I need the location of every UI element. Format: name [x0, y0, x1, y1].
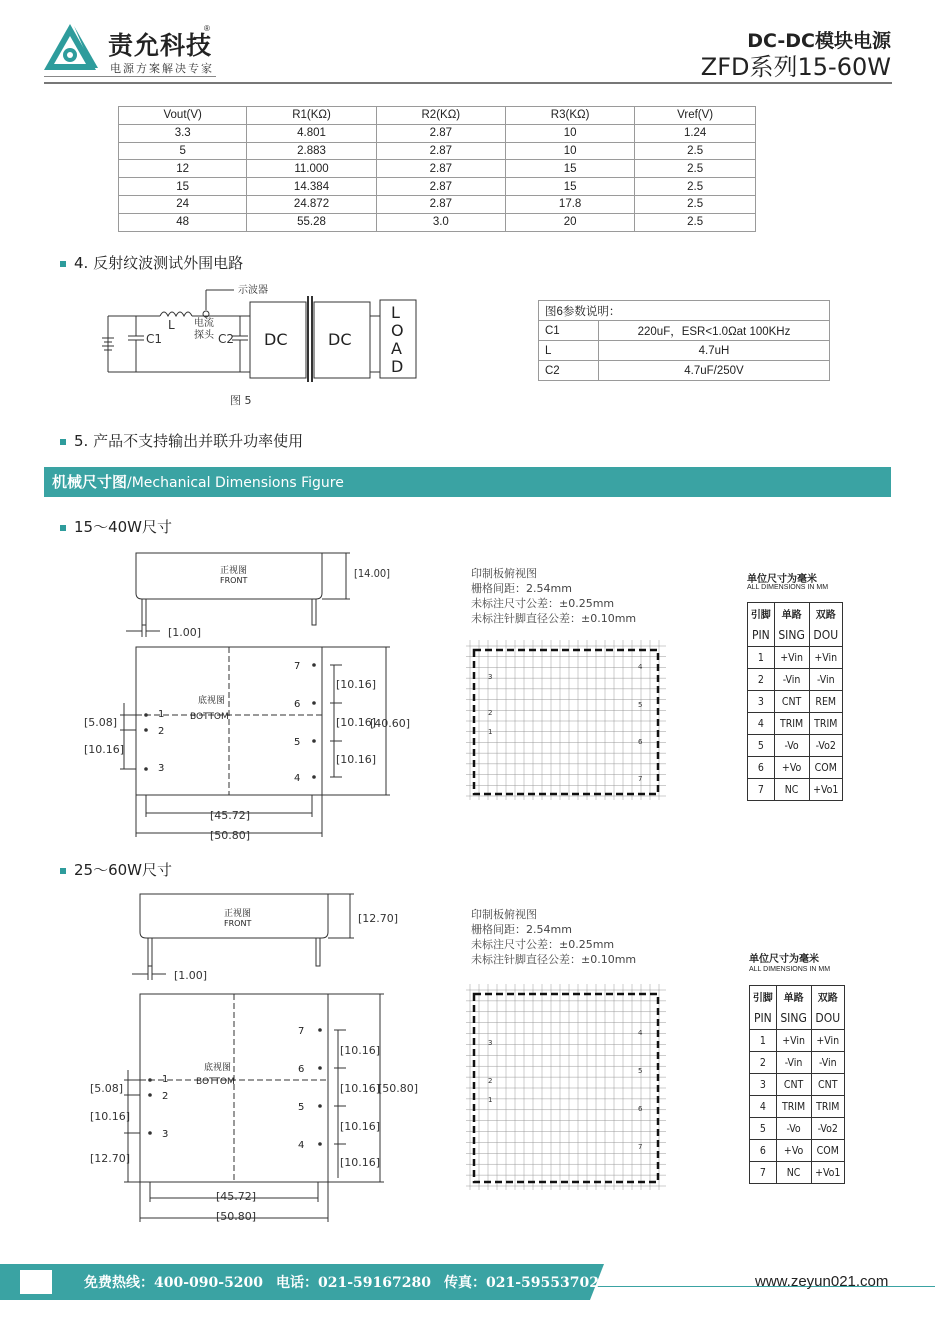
- dim-d2: [10.16]: [90, 1110, 131, 1123]
- pin-header-en: [748, 625, 843, 647]
- pin-row-cell-0: 4: [750, 1096, 777, 1118]
- figure-5-caption: 图 5: [230, 394, 252, 407]
- pcb-b-grid: 栅格间距：2.54mm: [471, 923, 572, 936]
- probe-label-2: 探头: [194, 330, 214, 341]
- pin-row-cell-2: CNT: [811, 1074, 844, 1096]
- table-cell-1: 11.000: [247, 160, 376, 178]
- circuit-param-table: [538, 300, 830, 381]
- oscilloscope-label: 示波器: [238, 285, 268, 296]
- ripple-test-circuit: [100, 282, 430, 414]
- table-cell-0: 5: [119, 142, 247, 160]
- pin-row-cell-1: CNT: [776, 1074, 811, 1096]
- table-cell-4: 2.5: [635, 142, 756, 160]
- dim-inner-width: [45.72]: [216, 1190, 257, 1203]
- pin-6-number: 6: [298, 1064, 305, 1075]
- figure-b-drawing: [84, 888, 424, 1228]
- brand-slogan: 电源方案解决专家: [110, 62, 214, 75]
- pin-row-cell-0: 1: [748, 647, 775, 669]
- doc-title-line1: DC-DC模块电源: [747, 30, 891, 52]
- footer-fax: 传真：021-59553702: [444, 1275, 599, 1291]
- pin-row: [748, 735, 843, 757]
- vout-resistor-table: [118, 106, 756, 232]
- c1-label: C1: [146, 332, 163, 346]
- pin-row-cell-1: -Vin: [774, 669, 809, 691]
- banner-cn: 机械尺寸图: [52, 473, 128, 491]
- front-view-label-en: FRONT: [224, 919, 252, 928]
- pin-row: [750, 1096, 845, 1118]
- table-cell-0: 3.3: [119, 124, 247, 142]
- dim-d1: [5.08]: [90, 1082, 124, 1095]
- pin-row-cell-0: 1: [750, 1030, 777, 1052]
- dim-height: [14.00]: [354, 567, 391, 580]
- table-row: [119, 213, 756, 231]
- pin-row-cell-1: CNT: [774, 691, 809, 713]
- table-cell-3: 15: [505, 178, 634, 196]
- pin-2-number: 2: [158, 726, 165, 737]
- pcb-a-pin-tolerance: 未标注针脚直径公差：±0.10mm: [471, 612, 637, 625]
- figure-a-title: 15～40W尺寸: [60, 516, 172, 537]
- pin-row-cell-1: +Vo: [776, 1140, 811, 1162]
- header-rule: [44, 82, 892, 84]
- pcb-a-tolerance: 未标注尺寸公差：±0.25mm: [471, 597, 615, 610]
- pin-row-cell-2: COM: [811, 1140, 844, 1162]
- pcb-a-pin-4: 4: [638, 663, 643, 671]
- dim-r2: [10.16]: [340, 1082, 381, 1095]
- pin-row-cell-2: +Vo1: [811, 1162, 844, 1184]
- pin-row-cell-2: TRIM: [811, 1096, 844, 1118]
- brand-name: 责允科技: [108, 31, 213, 60]
- pin-row: [750, 1074, 845, 1096]
- pin-6-number: 6: [294, 699, 301, 710]
- param-value-l: 4.7uH: [599, 341, 830, 361]
- pin-row-cell-0: 6: [748, 757, 775, 779]
- pin-row: [750, 1118, 845, 1140]
- pin-3-number: 3: [162, 1129, 169, 1140]
- logo-icon: [44, 22, 100, 74]
- param-value-c2: 4.7uF/250V: [599, 361, 830, 381]
- pin-row: [748, 647, 843, 669]
- pin-row-cell-1: TRIM: [776, 1096, 811, 1118]
- pcb-a-pin-3: 3: [488, 673, 493, 681]
- table-cell-0: 24: [119, 195, 247, 213]
- pin-row-cell-1: NC: [776, 1162, 811, 1184]
- pin-row: [750, 1162, 845, 1184]
- pcb-b-pin-6: 6: [638, 1105, 643, 1113]
- pcb-a-pin-1: 1: [488, 728, 493, 736]
- pin-5-number: 5: [298, 1102, 305, 1113]
- dim-d3: [12.70]: [90, 1152, 131, 1165]
- pin-row-cell-1: -Vo: [774, 735, 809, 757]
- unit-b-en: ALL DIMENSIONS IN MM: [749, 966, 831, 973]
- bottom-view-label: 底视图: [204, 1063, 232, 1073]
- load-letter-1: L: [391, 303, 400, 322]
- pin-row: [748, 713, 843, 735]
- dim-total-height: [40.60]: [370, 717, 411, 730]
- pin-row-cell-0: 5: [748, 735, 775, 757]
- pcb-b-pin-1: 1: [488, 1096, 493, 1104]
- pin-row-cell-2: TRIM: [809, 713, 842, 735]
- table-cell-0: 15: [119, 178, 247, 196]
- param-name-c2: C2: [539, 361, 599, 381]
- pin-row: [750, 1052, 845, 1074]
- unit-a-cn: 单位尺寸为毫米: [747, 574, 817, 585]
- front-view-label: 正视图: [220, 566, 248, 576]
- table-cell-1: 4.801: [247, 124, 376, 142]
- pin-row-cell-0: 2: [750, 1052, 777, 1074]
- load-letter-3: A: [391, 339, 402, 358]
- pcb-b-pin-2: 2: [488, 1077, 493, 1085]
- company-logo: [44, 22, 100, 74]
- pin-row-cell-0: 5: [750, 1118, 777, 1140]
- bottom-view-label: 底视图: [198, 696, 226, 706]
- pin-row-cell-1: +Vo: [774, 757, 809, 779]
- section-4-title: 4. 反射纹波测试外围电路: [60, 252, 243, 273]
- table-cell-2: 2.87: [376, 124, 505, 142]
- table-cell-4: 1.24: [635, 124, 756, 142]
- probe-label-1: 电流: [194, 318, 214, 329]
- pin-row-cell-1: -Vo: [776, 1118, 811, 1140]
- pin-header-cn-cell-0: 引脚: [750, 986, 777, 1008]
- dc-block-1-label: DC: [264, 330, 288, 349]
- table-cell-4: 2.5: [635, 195, 756, 213]
- table-cell-4: 2.5: [635, 213, 756, 231]
- dim-r2: [10.16]: [336, 716, 377, 729]
- pin-row-cell-2: -Vo2: [811, 1118, 844, 1140]
- table-cell-4: 2.5: [635, 160, 756, 178]
- pin-row-cell-0: 3: [750, 1074, 777, 1096]
- pin-row: [748, 757, 843, 779]
- pcb-a-pin-7: 7: [638, 775, 643, 783]
- pin-1-number: 1: [162, 1074, 169, 1085]
- pin-header-en-cell-0: PIN: [748, 625, 775, 647]
- pcb-a-pin-6: 6: [638, 738, 643, 746]
- dim-r3: [10.16]: [340, 1120, 381, 1133]
- pcb-a-pin-5: 5: [638, 701, 643, 709]
- dim-height: [12.70]: [358, 912, 399, 925]
- pin-header-cn: [750, 986, 845, 1008]
- pin-row-cell-1: +Vin: [776, 1030, 811, 1052]
- pin-header-en-cell-2: DOU: [811, 1008, 844, 1030]
- table-cell-3: 10: [505, 124, 634, 142]
- footer-phone: 电话：021-59167280: [276, 1275, 431, 1291]
- pcb-b-title: 印制板俯视图: [471, 908, 537, 921]
- pin-row-cell-2: +Vin: [809, 647, 842, 669]
- pin-header-cn-cell-1: 单路: [776, 986, 811, 1008]
- table-header-cell-1: R1(KΩ): [247, 107, 376, 125]
- dim-total-width: [50.80]: [216, 1210, 257, 1223]
- logo-underline: [44, 76, 216, 77]
- bottom-view-label-en: BOTTOM: [190, 712, 229, 722]
- pin-row: [750, 1140, 845, 1162]
- pcb-a-grid-drawing: [466, 640, 666, 800]
- table-cell-2: 2.87: [376, 142, 505, 160]
- pcb-b-pin-5: 5: [638, 1067, 643, 1075]
- table-cell-2: 2.87: [376, 195, 505, 213]
- table-header-cell-4: Vref(V): [635, 107, 756, 125]
- pin-1-number: 1: [158, 709, 165, 720]
- table-cell-0: 48: [119, 213, 247, 231]
- param-table-title: 图6参数说明：: [539, 301, 830, 321]
- pin-row: [748, 779, 843, 801]
- table-cell-3: 10: [505, 142, 634, 160]
- pin-header-en-cell-2: DOU: [809, 625, 842, 647]
- pcb-b-pin-3: 3: [488, 1039, 493, 1047]
- pin-row-cell-0: 3: [748, 691, 775, 713]
- table-cell-1: 24.872: [247, 195, 376, 213]
- pcb-a-pin-2: 2: [488, 709, 493, 717]
- dim-d2: [10.16]: [84, 743, 125, 756]
- bottom-view-label-en: BOTTOM: [196, 1077, 235, 1087]
- dim-total-width: [50.80]: [210, 829, 251, 842]
- pin-header-en-cell-1: SING: [776, 1008, 811, 1030]
- table-cell-2: 2.87: [376, 178, 505, 196]
- pin-header-en-cell-1: SING: [774, 625, 809, 647]
- table-cell-2: 3.0: [376, 213, 505, 231]
- banner-en: /Mechanical Dimensions Figure: [127, 475, 344, 491]
- table-cell-1: 14.384: [247, 178, 376, 196]
- pin-row-cell-0: 2: [748, 669, 775, 691]
- pin-header-en-cell-0: PIN: [750, 1008, 777, 1030]
- table-row: [119, 160, 756, 178]
- pcb-b-tolerance: 未标注尺寸公差：±0.25mm: [471, 938, 615, 951]
- table-cell-4: 2.5: [635, 178, 756, 196]
- pin-7-number: 7: [294, 661, 301, 672]
- pin-row: [748, 669, 843, 691]
- pin-row-cell-2: +Vo1: [809, 779, 842, 801]
- param-name-c1: C1: [539, 321, 599, 341]
- pin-row-cell-0: 4: [748, 713, 775, 735]
- pin-header-en: [750, 1008, 845, 1030]
- pin-header-cn-cell-0: 引脚: [748, 603, 775, 625]
- dim-pin-width: [1.00]: [168, 626, 202, 639]
- figure-b-title: 25～60W尺寸: [60, 859, 172, 880]
- pin-row-cell-0: 7: [750, 1162, 777, 1184]
- table-row: [119, 142, 756, 160]
- bullet-icon: [60, 439, 66, 445]
- unit-a-en: ALL DIMENSIONS IN MM: [747, 584, 829, 591]
- pcb-a-grid: 栅格间距：2.54mm: [471, 582, 572, 595]
- table-cell-0: 12: [119, 160, 247, 178]
- table-cell-3: 17.8: [505, 195, 634, 213]
- front-view-label: 正视图: [224, 909, 252, 919]
- mechanical-banner: [44, 467, 891, 497]
- pcb-a-title: 印制板俯视图: [471, 567, 537, 580]
- pin-row-cell-0: 6: [750, 1140, 777, 1162]
- pin-5-number: 5: [294, 737, 301, 748]
- pin-row-cell-1: -Vin: [776, 1052, 811, 1074]
- bullet-icon: [60, 868, 66, 874]
- pin-table-a: [747, 602, 843, 801]
- pcb-b-pin-tolerance: 未标注针脚直径公差：±0.10mm: [471, 953, 637, 966]
- table-cell-3: 20: [505, 213, 634, 231]
- dim-pin-width: [1.00]: [174, 969, 208, 982]
- pin-row-cell-2: REM: [809, 691, 842, 713]
- dim-r1: [10.16]: [336, 678, 377, 691]
- param-value-c1: 220uF，ESR<1.0Ωat 100KHz: [599, 321, 830, 341]
- table-cell-1: 2.883: [247, 142, 376, 160]
- bullet-icon: [60, 261, 66, 267]
- table-cell-2: 2.87: [376, 160, 505, 178]
- pin-7-number: 7: [298, 1026, 305, 1037]
- table-header-cell-2: R2(KΩ): [376, 107, 505, 125]
- pcb-b-pin-7: 7: [638, 1143, 643, 1151]
- c2-label: C2: [218, 332, 235, 346]
- pin-row-cell-2: -Vo2: [809, 735, 842, 757]
- pin-row-cell-2: -Vin: [811, 1052, 844, 1074]
- dim-inner-width: [45.72]: [210, 809, 251, 822]
- figure-a-drawing: [80, 545, 420, 845]
- footer-hotline: 免费热线：400-090-5200: [84, 1275, 264, 1291]
- dim-r4: [10.16]: [340, 1156, 381, 1169]
- pin-row-cell-1: +Vin: [774, 647, 809, 669]
- pin-header-cn: [748, 603, 843, 625]
- section-5-title: 5. 产品不支持输出并联升功率使用: [60, 430, 303, 451]
- dim-r3: [10.16]: [336, 753, 377, 766]
- bullet-icon: [60, 525, 66, 531]
- table-row: [119, 195, 756, 213]
- footer-website[interactable]: www.zeyun021.com: [755, 1273, 889, 1290]
- table-cell-3: 15: [505, 160, 634, 178]
- pin-row-cell-2: COM: [809, 757, 842, 779]
- pin-row-cell-1: TRIM: [774, 713, 809, 735]
- pin-row-cell-0: 7: [748, 779, 775, 801]
- table-header-cell-3: R3(KΩ): [505, 107, 634, 125]
- pin-header-cn-cell-1: 单路: [774, 603, 809, 625]
- load-letter-4: D: [391, 357, 404, 376]
- pin-row: [750, 1030, 845, 1052]
- inductor-label: L: [168, 318, 175, 332]
- pin-row-cell-2: +Vin: [811, 1030, 844, 1052]
- dim-d1: [5.08]: [84, 716, 118, 729]
- dc-block-2-label: DC: [328, 330, 352, 349]
- pin-3-number: 3: [158, 763, 165, 774]
- registered-mark: ®: [204, 24, 210, 33]
- pin-4-number: 4: [298, 1140, 305, 1151]
- table-header-row: [119, 107, 756, 125]
- pin-row: [748, 691, 843, 713]
- pin-4-number: 4: [294, 773, 301, 784]
- front-view-label-en: FRONT: [220, 576, 248, 585]
- pin-table-b: [749, 985, 845, 1184]
- table-row: [119, 124, 756, 142]
- unit-b-cn: 单位尺寸为毫米: [749, 954, 819, 965]
- table-header-cell-0: Vout(V): [119, 107, 247, 125]
- pin-row-cell-2: -Vin: [809, 669, 842, 691]
- dim-total-height: [50.80]: [378, 1082, 419, 1095]
- pin-2-number: 2: [162, 1091, 169, 1102]
- table-row: [119, 178, 756, 196]
- dim-r1: [10.16]: [340, 1044, 381, 1057]
- pin-header-cn-cell-2: 双路: [809, 603, 842, 625]
- param-name-l: L: [539, 341, 599, 361]
- pin-row-cell-1: NC: [774, 779, 809, 801]
- pcb-b-pin-4: 4: [638, 1029, 643, 1037]
- load-letter-2: O: [391, 321, 404, 340]
- pcb-b-grid-drawing: [466, 984, 666, 1190]
- pin-header-cn-cell-2: 双路: [811, 986, 844, 1008]
- doc-title-line2: ZFD系列15-60W: [700, 53, 891, 81]
- table-cell-1: 55.28: [247, 213, 376, 231]
